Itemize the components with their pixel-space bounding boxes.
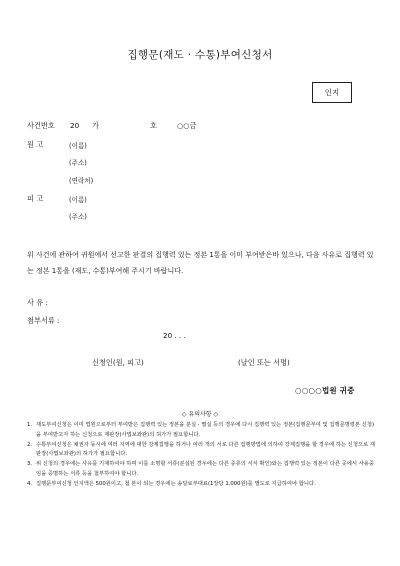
- notes-list: [27, 421, 377, 490]
- defendant-name-field: (이름): [69, 196, 87, 204]
- defendant-address-field: (주소): [69, 213, 87, 221]
- applicant-label: 신청인(원, 피고): [92, 358, 144, 367]
- case-number-label: 사건번호: [27, 121, 55, 130]
- defendant-label: 피 고: [27, 194, 44, 203]
- notes-title: ◇ 유의사항 ◇: [181, 411, 219, 418]
- case-year-prefix: 20: [70, 121, 80, 130]
- plaintiff-label: 원 고: [27, 140, 44, 149]
- case-ho: 호: [150, 121, 157, 130]
- plaintiff-name-field: (이름): [69, 142, 87, 150]
- plaintiff-contact-field: (연락처): [69, 177, 94, 185]
- attachments-label: 첨부서류 :: [27, 316, 60, 325]
- revenue-stamp-box: [312, 82, 352, 103]
- note-number: 4.: [27, 480, 33, 487]
- note-number: 3.: [27, 461, 33, 468]
- case-name: ○○금: [177, 121, 197, 130]
- note-text: 집행문부여신청 인지액은 500원이고, 첨 본이 되는 경우에는 송달료부대료(1장당 1,000원)를 별도로 지급하여야 합니다.: [36, 480, 316, 487]
- note-text: 수통부여신청은 채권자 동시에 여러 지역에 대한 강제집행을 하거나 여러 개의 서로 다른 집행방법에 의하여 강제집행을 할 경우에 하는 신청으로 재판장(사법보좌관)의 허가가 필요합니다.: [36, 441, 376, 458]
- plaintiff-address-field: (주소): [69, 159, 87, 167]
- case-type-ga: 가: [92, 121, 99, 130]
- note-item: [27, 480, 377, 490]
- note-item: [27, 421, 377, 441]
- note-number: 1.: [27, 422, 33, 428]
- court-addressee: ○○○○법원 귀중: [295, 386, 355, 395]
- stamp-label: 인지: [324, 88, 340, 97]
- seal-note: (날인 또는 서명): [238, 358, 290, 367]
- note-text: 위 신청의 경우에는 사유를 기재하여야 하며 이를 소명할 서류(분실된 경우에는 다른 종류의 서식 확인)와는 집행력 있는 정본이 다른 곳에서 사용중임을 증명하는 서류 등을 첨부하여야 합니다.: [36, 461, 375, 477]
- note-item: [27, 460, 377, 480]
- document-title: 집행문(재도 · 수통)부여신청서: [127, 49, 273, 61]
- reason-label: 사 유 :: [27, 298, 48, 307]
- date-line: 20 . . .: [163, 331, 186, 340]
- note-number: 2.: [27, 441, 33, 448]
- note-text: 재도부여신청은 이미 법원으로부터 부여받은 집행력 있는 정본을 분실 · 멸실 등의 경우에 다시 집행력 있는 정본(집행문부여 및 집행문명령본 신청)을 부여받고자 하는 신청으로 재판장(사법보좌관)의 허가가 필요합니다.: [36, 422, 375, 438]
- request-paragraph: 위 사건에 관하여 귀원에서 선고한 판결의 집행력 있는 정본 1통을 이미 부여받은바 있으나, 다음 사유로 집행력 있는 정본 1통을 (재도, 수통)부여해 주시기 바랍니다.: [27, 251, 374, 275]
- note-item: [27, 441, 377, 461]
